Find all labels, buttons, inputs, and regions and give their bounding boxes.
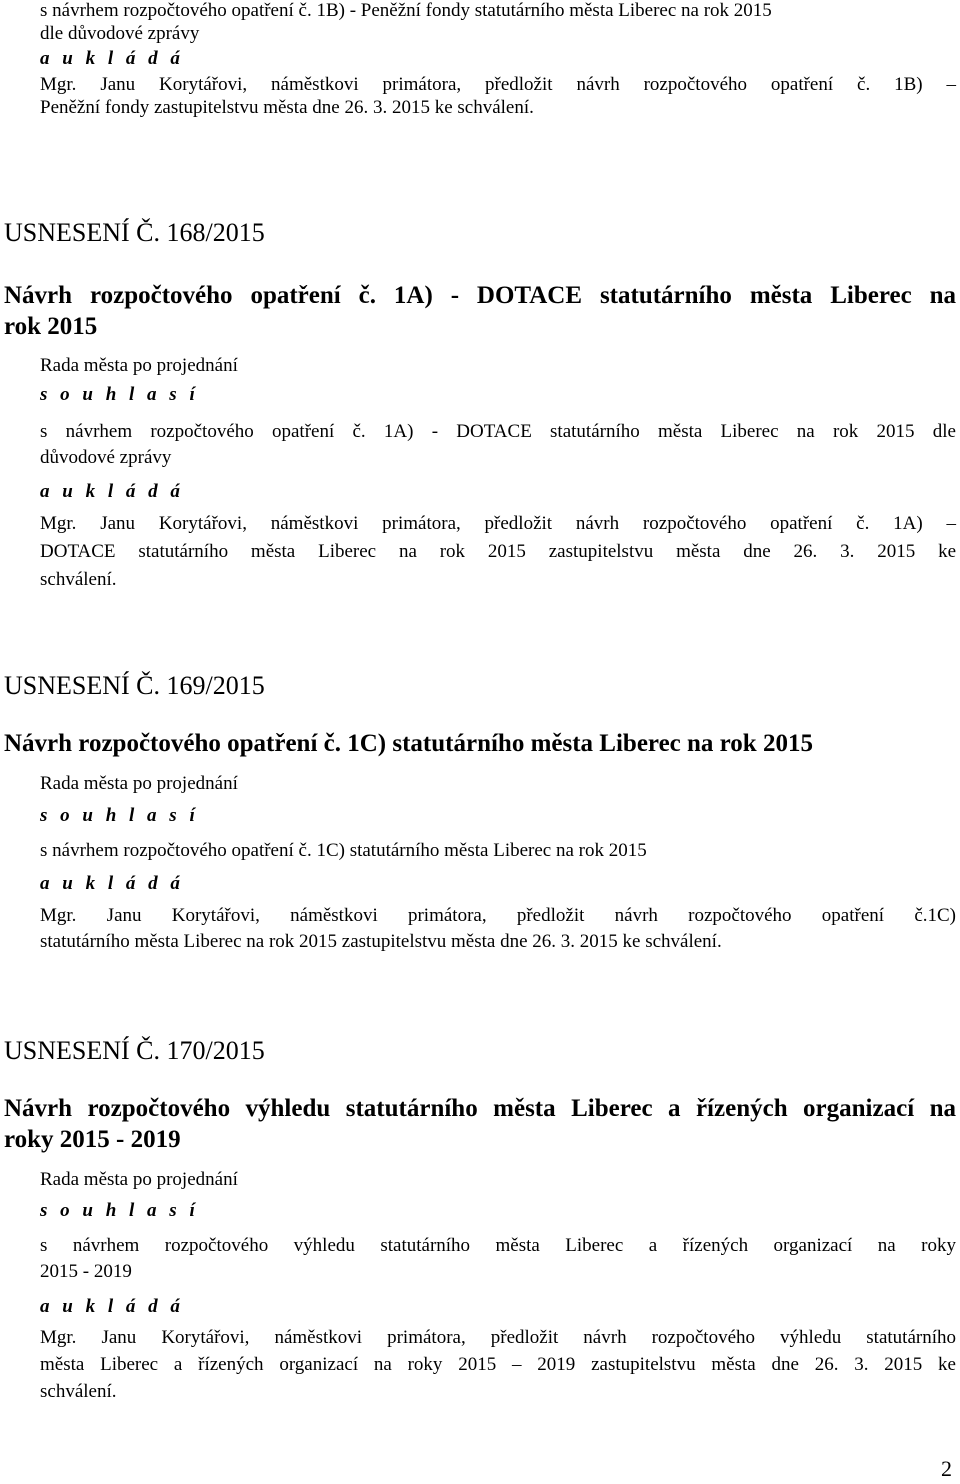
- resolution-170-approval-2: 2015 - 2019: [40, 1261, 132, 1282]
- resolution-168-verb-souhlasi: s o u h l a s í: [40, 384, 199, 405]
- resolution-169-approval: s návrhem rozpočtového opatření č. 1C) statutárního města Liberec na rok 2015: [40, 840, 647, 861]
- resolution-169-intro: Rada města po projednání: [40, 773, 238, 794]
- top-task-line-1: Mgr. Janu Korytářovi, náměstkovi primátora, předložit návrh rozpočtového opatření č. 1B) –: [40, 74, 956, 95]
- resolution-168-approval-1: s návrhem rozpočtového opatření č. 1A) - DOTACE statutárního města Liberec na rok 2015 dle: [40, 421, 956, 442]
- resolution-168-heading-2: rok 2015: [4, 313, 98, 340]
- resolution-168-verb-uklada: a u k l á d á: [40, 481, 184, 502]
- resolution-number: 168/2015: [166, 218, 265, 247]
- resolution-168-heading-1: Návrh rozpočtového opatření č. 1A) - DOTACE statutárního města Liberec na: [4, 282, 956, 309]
- resolution-168-task-2: DOTACE statutárního města Liberec na rok 2015 zastupitelstvu města dne 26. 3. 2015 ke: [40, 541, 956, 562]
- resolution-170-approval-1: s návrhem rozpočtového výhledu statutárního města Liberec a řízených organizací na roky: [40, 1235, 956, 1256]
- resolution-number: 170/2015: [166, 1036, 265, 1065]
- top-verb-uklada: a u k l á d á: [40, 48, 184, 69]
- resolution-169-verb-souhlasi: s o u h l a s í: [40, 805, 199, 826]
- resolution-168-task-1: Mgr. Janu Korytářovi, náměstkovi primátora, předložit návrh rozpočtového opatření č. 1A) –: [40, 513, 956, 534]
- top-approval-line-2: dle důvodové zprávy: [40, 23, 200, 44]
- resolution-170-verb-uklada: a u k l á d á: [40, 1296, 184, 1317]
- top-task-line-2: Peněžní fondy zastupitelstvu města dne 26. 3. 2015 ke schválení.: [40, 97, 534, 118]
- resolution-170-heading-2: roky 2015 - 2019: [4, 1126, 181, 1153]
- resolution-169-title: [4, 671, 265, 701]
- resolution-170-verb-souhlasi: s o u h l a s í: [40, 1200, 199, 1221]
- page-number: 2: [941, 1456, 952, 1481]
- resolution-170-heading-1: Návrh rozpočtového výhledu statutárního města Liberec a řízených organizací na: [4, 1095, 956, 1122]
- resolution-label: USNESENÍ Č.: [4, 1036, 161, 1065]
- resolution-170-intro: Rada města po projednání: [40, 1169, 238, 1190]
- resolution-168-approval-2: důvodové zprávy: [40, 447, 172, 468]
- resolution-label: USNESENÍ Č.: [4, 671, 161, 700]
- resolution-169-verb-uklada: a u k l á d á: [40, 873, 184, 894]
- resolution-169-heading: Návrh rozpočtového opatření č. 1C) statutárního města Liberec na rok 2015: [4, 730, 813, 757]
- resolution-170-task-3: schválení.: [40, 1381, 117, 1402]
- resolution-label: USNESENÍ Č.: [4, 218, 161, 247]
- resolution-169-task-2: statutárního města Liberec na rok 2015 zastupitelstvu města dne 26. 3. 2015 ke schválení.: [40, 931, 722, 952]
- resolution-168-intro: Rada města po projednání: [40, 355, 238, 376]
- resolution-168-title: [4, 218, 265, 248]
- resolution-170-title: [4, 1036, 265, 1066]
- top-approval-line-1: s návrhem rozpočtového opatření č. 1B) - Peněžní fondy statutárního města Liberec na rok 2015: [40, 0, 772, 21]
- resolution-168-task-3: schválení.: [40, 569, 117, 590]
- resolution-170-task-2: města Liberec a řízených organizací na roky 2015 – 2019 zastupitelstvu města dne 26. 3. 2015 ke: [40, 1354, 956, 1375]
- resolution-number: 169/2015: [166, 671, 265, 700]
- resolution-169-task-1: Mgr. Janu Korytářovi, náměstkovi primátora, předložit návrh rozpočtového opatření č.1C): [40, 905, 956, 926]
- resolution-170-task-1: Mgr. Janu Korytářovi, náměstkovi primátora, předložit návrh rozpočtového výhledu statutárního: [40, 1327, 956, 1348]
